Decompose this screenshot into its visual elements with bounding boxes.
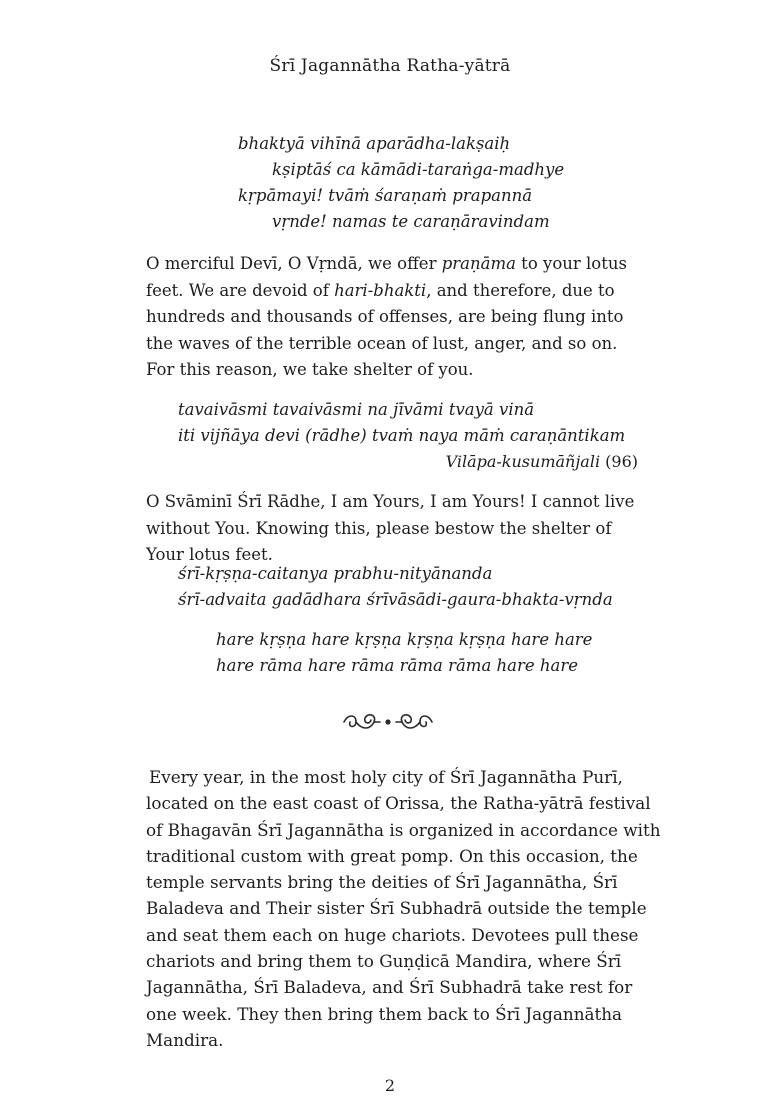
verse-line: vṛnde! namas te caraṇāravindam — [272, 212, 550, 231]
verse-line: śrī-kṛṣṇa-caitanya prabhu-nityānanda — [178, 564, 493, 583]
verse-block-vrnda — [238, 131, 564, 235]
body-paragraph-ratha-yatra: Every year, in the most holy city of Śrī Jagannātha Purī, located on the east coast of Orissa, the Ratha-yātrā festival of Bhagavān Śrī Jagannātha is organized in accordance with traditional custom with great pomp. On this occasion, the temple servants bring the deities of Śrī Jagannātha, Śrī Baladeva and Their sister Śrī Subhadrā outside the temple and seat them each on huge chariots. Devotees pull these chariots and bring them to Guṇḍicā Mandira, where Śrī Jagannātha, Śrī Baladeva, and Śrī Subhadrā take rest for one week. They then bring them back to Śrī Jagannātha Mandira. — [146, 767, 661, 1050]
translation-text: to your lotus feet. We are devoid of — [146, 254, 627, 300]
translation-paragraph-vrnda — [146, 251, 636, 384]
translation-term: hari-bhakti — [334, 280, 427, 300]
translation-text: O merciful Devī, O Vṛndā, we offer — [146, 254, 442, 273]
page-number: 2 — [384, 1076, 396, 1095]
verse-block-maha-mantra — [216, 627, 592, 679]
scroll-flourish-icon — [340, 704, 436, 738]
citation-title: Vilāpa-kusumāñjali — [445, 452, 601, 471]
verse-block-radhe — [178, 397, 638, 475]
verse-citation — [178, 449, 638, 475]
verse-line: kṣiptāś ca kāmādi-taraṅga-madhye — [272, 160, 565, 179]
citation-number: (96) — [600, 452, 638, 471]
verse-line: hare rāma hare rāma rāma rāma hare hare — [216, 656, 579, 675]
translation-term: praṇāma — [441, 254, 516, 273]
verse-line: kṛpāmayi! tvāṁ śaraṇaṁ prapannā — [238, 186, 533, 205]
verse-block-panca-tattva — [178, 561, 613, 613]
verse-line: bhaktyā vihīnā aparādha-lakṣaiḥ — [238, 134, 511, 153]
running-header-title: Śrī Jagannātha Ratha-yātrā — [269, 56, 511, 76]
translation-text: , and therefore, due to hundreds and thousands of offenses, are being flung into the waves of the terrible ocean of lust, anger, and so on. For this reason, we take shelter of you. — [146, 280, 624, 379]
verse-line: hare kṛṣṇa hare kṛṣṇa kṛṣṇa kṛṣṇa hare hare — [216, 630, 593, 649]
verse-line: iti vijñāya devi (rādhe) tvaṁ naya māṁ caraṇāntikam — [178, 426, 626, 445]
verse-line: śrī-advaita gadādhara śrīvāsādi-gaura-bhakta-vṛnda — [178, 590, 613, 609]
translation-paragraph-radhe: O Svāminī Śrī Rādhe, I am Yours, I am Yours! I cannot live without You. Knowing this, please bestow the shelter of Your lotus feet. — [146, 492, 635, 564]
verse-line: tavaivāsmi tavaivāsmi na jīvāmi tvayā vinā — [178, 400, 535, 419]
